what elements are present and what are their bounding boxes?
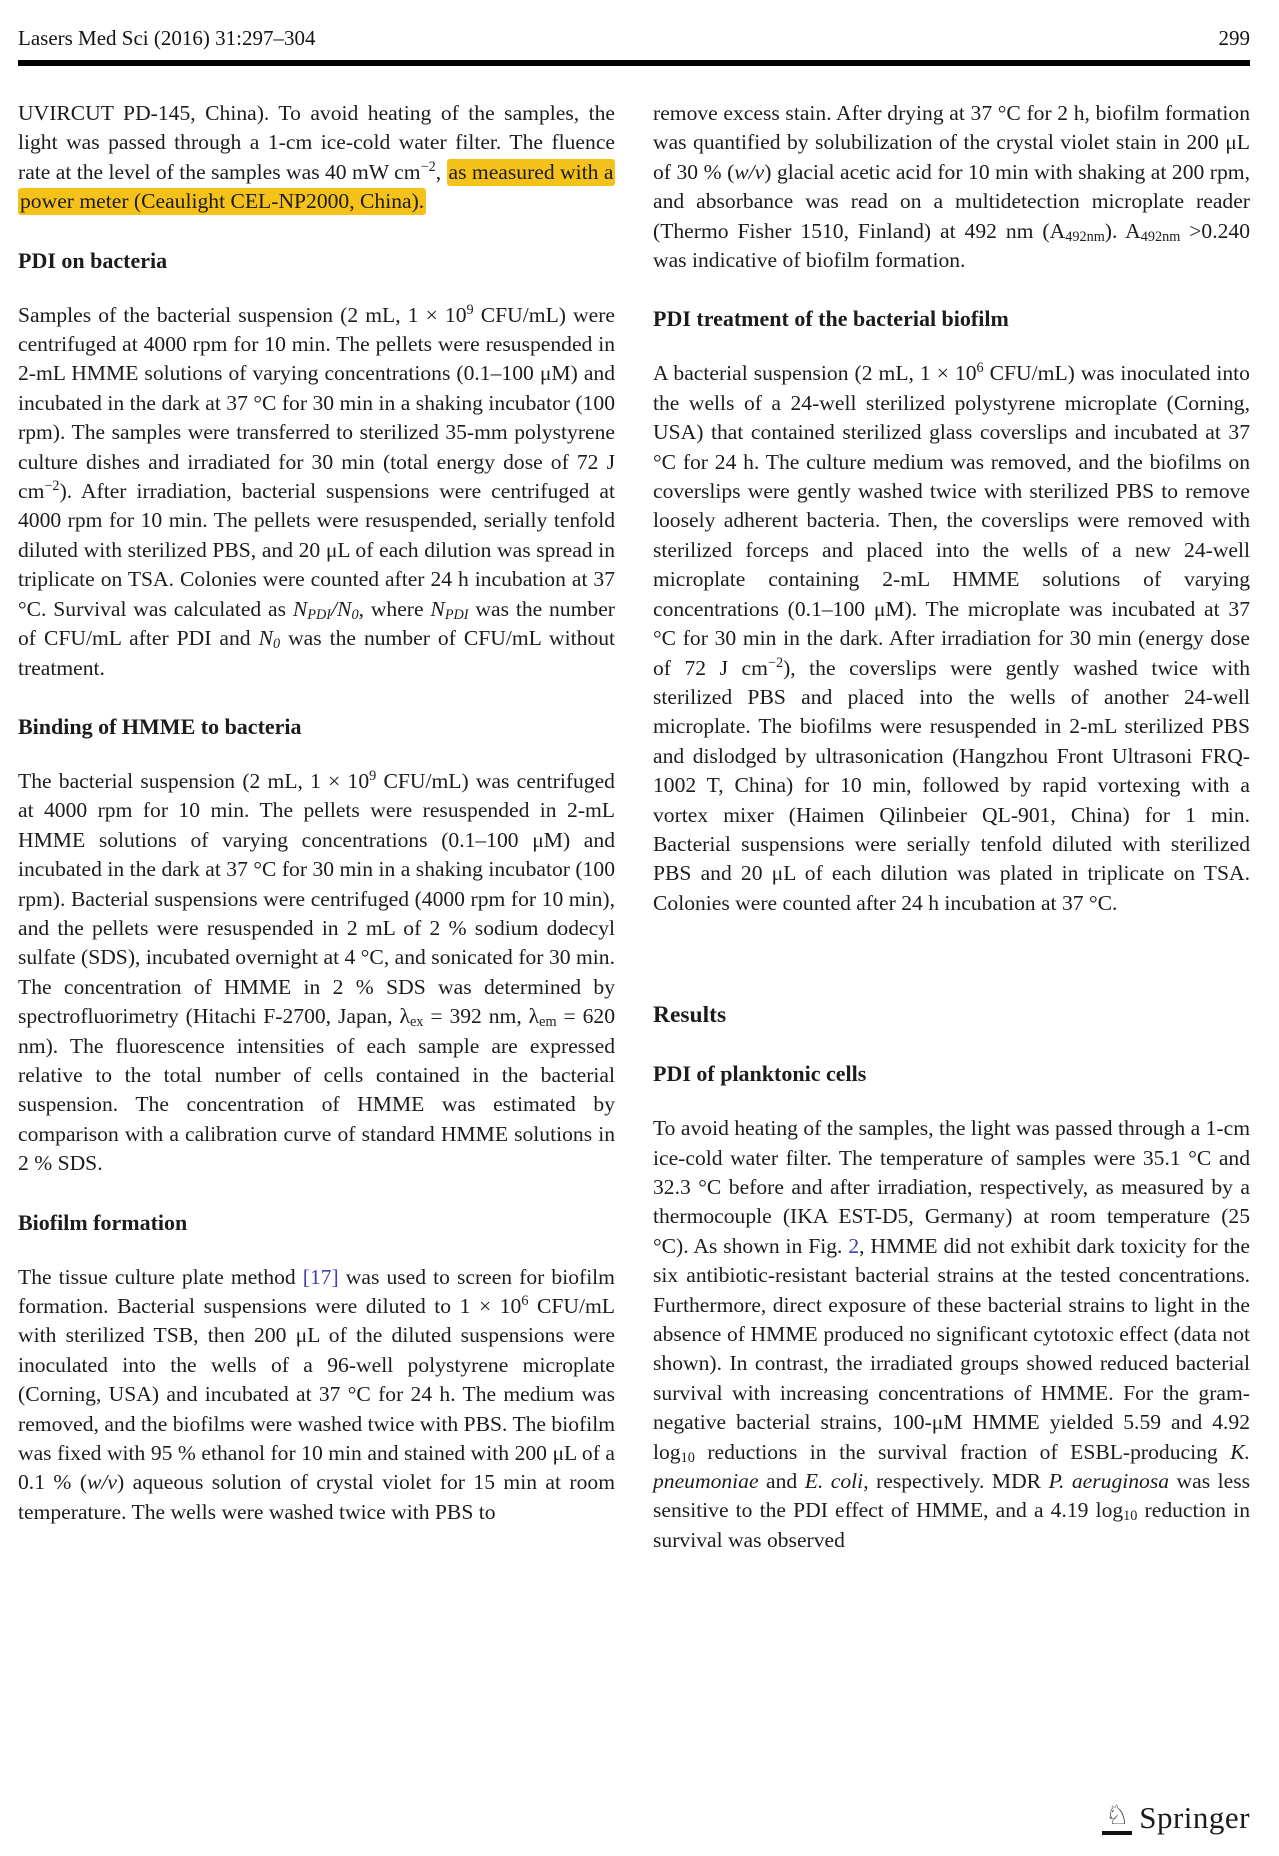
running-head bbox=[18, 0, 1250, 51]
subsection-heading: PDI on bacteria bbox=[18, 247, 168, 273]
page-number: 299 bbox=[1218, 26, 1250, 50]
body-paragraph: A bacterial suspension (2 mL, $1 \times 10^6$ CFU/mL) was inoculated into the wells of a 24-well sterilized polystyrene microplate (Corning, USA) that contained sterilized glass coverslips and incubated at 37 °C for 24 h. The culture medium was removed, and the biofilms on coverslips were gently washed twice with sterilized PBS to remove loosely adherent bacteria. Then, the coverslips were removed with sterilized forceps and placed into the wells of a new 24-well microplate containing 2-mL HMME solutions of varying concentrations (0.1–100 μM). The microplate was incubated at 37 °C for 30 min in the dark. After irradiation for 30 min (energy dose of 72 J $cm^{-2}$), the coverslips were gently washed twice with sterilized PBS and placed into the wells of another 24-well microplate. The biofilms were resuspended in 2-mL sterilized PBS and dislodged by ultrasonication (Hangzhou Front Ultrasoni FRQ-1002 T, China) for 10 min, followed by rapid vortexing with a vortex mixer (Haimen Qilinbeier QL-901, China) for 1 min. Bacterial suspensions were serially tenfold diluted with sterilized PBS and 20 μL of each dilution was plated in triplicate on TSA. Colonies were counted after 24 h incubation at 37 °C. bbox=[653, 360, 1251, 915]
left-column bbox=[18, 99, 615, 1555]
citation-link[interactable]: [17] bbox=[302, 1264, 339, 1289]
header-rule bbox=[18, 60, 1250, 66]
subsection-heading: Binding of HMME to bacteria bbox=[18, 713, 302, 739]
body-paragraph: The bacterial suspension (2 mL, $1 \times 10^9$ CFU/mL) was centrifuged at 4000 rpm for 10 min. The pellets were resuspended in 2-mL HMME solutions of varying concentrations (0.1–100 μM) and incubated in the dark at 37 °C for 30 min in a shaking incubator (100 rpm). Bacterial suspensions were centrifuged (4000 rpm for 10 min), and the pellets were resuspended in 2 mL of 2 % sodium dodecyl sulfate (SDS), incubated overnight at 4 °C, and sonicated for 30 min. The concentration of HMME in 2 % SDS was determined by spectrofluorimetry (Hitachi F-2700, Japan, $\lambda_{ex} = 392$ nm, $\lambda_{em} = 620$ nm). The fluorescence intensities of each sample are expressed relative to the total number of cells contained in the bacterial suspension. The concentration of HMME was estimated by comparison with a calibration curve of standard HMME solutions in 2 % SDS. bbox=[18, 768, 615, 1176]
journal-reference: Lasers Med Sci (2016) 31:297–304 bbox=[18, 26, 316, 50]
citation-link[interactable]: 2 bbox=[848, 1233, 860, 1258]
two-column-body bbox=[18, 99, 1250, 1555]
right-column bbox=[653, 99, 1250, 1555]
publisher-wordmark: Springer bbox=[1139, 1800, 1250, 1835]
body-paragraph: UVIRCUT PD-145, China). To avoid heating of the samples, the light was passed through a 1-cm ice-cold water filter. The fluence rate at the level of the samples was 40 mW $cm^{-2}$, as measured with a power meter (Ceaulight CEL-NP2000, China). bbox=[18, 101, 615, 214]
page bbox=[18, 0, 1250, 1856]
subsection-heading: PDI of planktonic cells bbox=[653, 1061, 867, 1087]
subsection-heading: PDI treatment of the bacterial biofilm bbox=[653, 306, 1009, 332]
body-paragraph: The tissue culture plate method [17] was used to screen for biofilm formation. Bacterial suspensions were diluted to $1 \times 10^6$ CFU/mL with sterilized TSB, then 200 μL of the diluted suspensions were inoculated into the wells of a 96-well polystyrene microplate (Corning, USA) and incubated at 37 °C for 24 h. The medium was removed, and the biofilms were washed twice with PBS. The biofilm was fixed with 95 % ethanol for 10 min and stained with 200 μL of a 0.1 % (w/v) aqueous solution of crystal violet for 15 min at room temperature. The wells were washed twice with PBS to bbox=[18, 1264, 616, 1524]
subsection-heading: Biofilm formation bbox=[18, 1209, 188, 1235]
body-paragraph: Samples of the bacterial suspension (2 mL, $1 \times 10^9$ CFU/mL) were centrifuged at 4000 rpm for 10 min. The pellets were resuspended in 2-mL HMME solutions of varying concentrations (0.1–100 μM) and incubated in the dark at 37 °C for 30 min in a shaking incubator (100 rpm). The samples were transferred to sterilized 35-mm polystyrene culture dishes and irradiated for 30 min (total energy dose of 72 J $cm^{-2}$). After irradiation, bacterial suspensions were centrifuged at 4000 rpm for 10 min. The pellets were resuspended, serially tenfold diluted with sterilized PBS, and 20 μL of each dilution was spread in triplicate on TSA. Colonies were counted after 24 h incubation at 37 °C. Survival was calculated as $N_{PDI}/N_0$, where $N_{PDI}$ was the number of CFU/mL after PDI and $N_0$ was the number of CFU/mL without treatment. bbox=[18, 301, 616, 680]
springer-logo bbox=[1102, 1800, 1250, 1836]
body-paragraph: To avoid heating of the samples, the light was passed through a 1-cm ice-cold water filter. The temperature of samples were 35.1 °C and 32.3 °C before and after irradiation, respectively, as measured by a thermocouple (IKA EST-D5, Germany) at room temperature (25 °C). As shown in Fig. 2, HMME did not exhibit dark toxicity for the six antibiotic-resistant bacterial strains at the tested concentrations. Furthermore, direct exposure of these bacterial strains to light in the absence of HMME produced no significant cytotoxic effect (data not shown). In contrast, the irradiated groups showed reduced bacterial survival with increasing concentrations of HMME. For the gram-negative bacterial strains, 100-μM HMME yielded 5.59 and 4.92 $\log_{10}$ reductions in the survival fraction of ESBL-producing K. pneumoniae and E. coli, respectively. MDR P. aeruginosa was less sensitive to the PDI effect of HMME, and a 4.19 $\log_{10}$ reduction in survival was observed bbox=[653, 1116, 1251, 1552]
highlighted-text: as measured with a power meter (Ceaulight CEL-NP2000, China). bbox=[20, 159, 614, 214]
body-paragraph: remove excess stain. After drying at 37 °C for 2 h, biofilm formation was quantified by solubilization of the crystal violet stain in 200 μL of 30 % (w/v) glacial acetic acid for 10 min with shaking at 200 rpm, and absorbance was read on a multidetection microplate reader (Thermo Fisher 1510, Finland) at 492 nm $(A_{492nm})$. $A_{492nm} >0.240$ was indicative of biofilm formation. bbox=[653, 101, 1251, 273]
springer-knight-icon: ♘ bbox=[1102, 1802, 1132, 1835]
section-heading: Results bbox=[653, 1002, 727, 1029]
